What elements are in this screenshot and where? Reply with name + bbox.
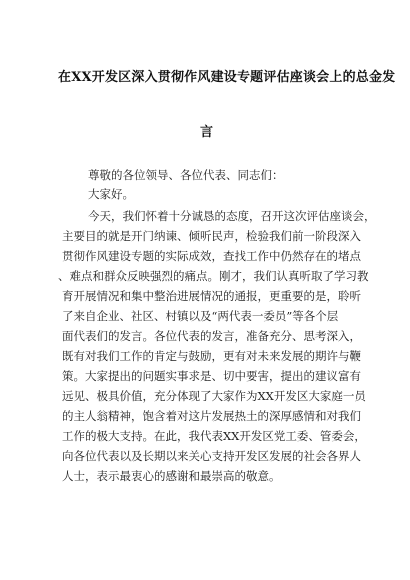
paragraph-line: 贯彻作风建设专题的实际成效，查找工作中仍然存在的堵点 <box>62 249 361 263</box>
paragraph-line: 今天，我们怀着十分诚恳的态度，召开这次评估座谈会， <box>88 209 376 223</box>
paragraph-line: 策。大家提出的问题实事求是、切中要害，提出的建议富有 <box>62 369 361 383</box>
salutation-line: 尊敬的各位领导、各位代表、同志们： <box>88 168 284 182</box>
document-title-continuation: 言 <box>200 125 214 140</box>
paragraph-line: 、难点和群众反映强烈的痛点。刚才，我们认真听取了学习教 <box>58 269 369 283</box>
paragraph-line: 主要目的就是开门纳谏、倾听民声，检验我们前一阶段深入 <box>62 229 361 243</box>
paragraph-line: 面代表们的发言。各位代表的发言，准备充分、思考深入， <box>62 329 361 343</box>
paragraph-line: 工作的极大支持。在此，我代表XX开发区党工委、管委会， <box>62 429 366 443</box>
paragraph-line: 向各位代表以及长期以来关心支持开发区发展的社会各界人 <box>62 449 361 463</box>
paragraph-line: 的主人翁精神，饱含着对这片发展热土的深厚感情和对我们 <box>62 409 361 423</box>
paragraph-line: 远见、极具价值，充分体现了大家作为XX开发区大家庭一员 <box>62 389 366 403</box>
paragraph-line: 了来自企业、社区、村镇以及“两代表一委员”等各个层 <box>62 309 339 323</box>
greeting-line: 大家好。 <box>88 187 134 201</box>
paragraph-line: 既有对我们工作的肯定与鼓励，更有对未来发展的期许与鞭 <box>62 349 361 363</box>
paragraph-line: 人士，表示最衷心的感谢和最崇高的敬意。 <box>62 469 281 483</box>
document-title: 在XX开发区深入贯彻作风建设专题评估座谈会上的总金发 <box>58 70 396 85</box>
paragraph-line: 育开展情况和集中整治进展情况的通报，更重要的是，聆听 <box>62 289 361 303</box>
